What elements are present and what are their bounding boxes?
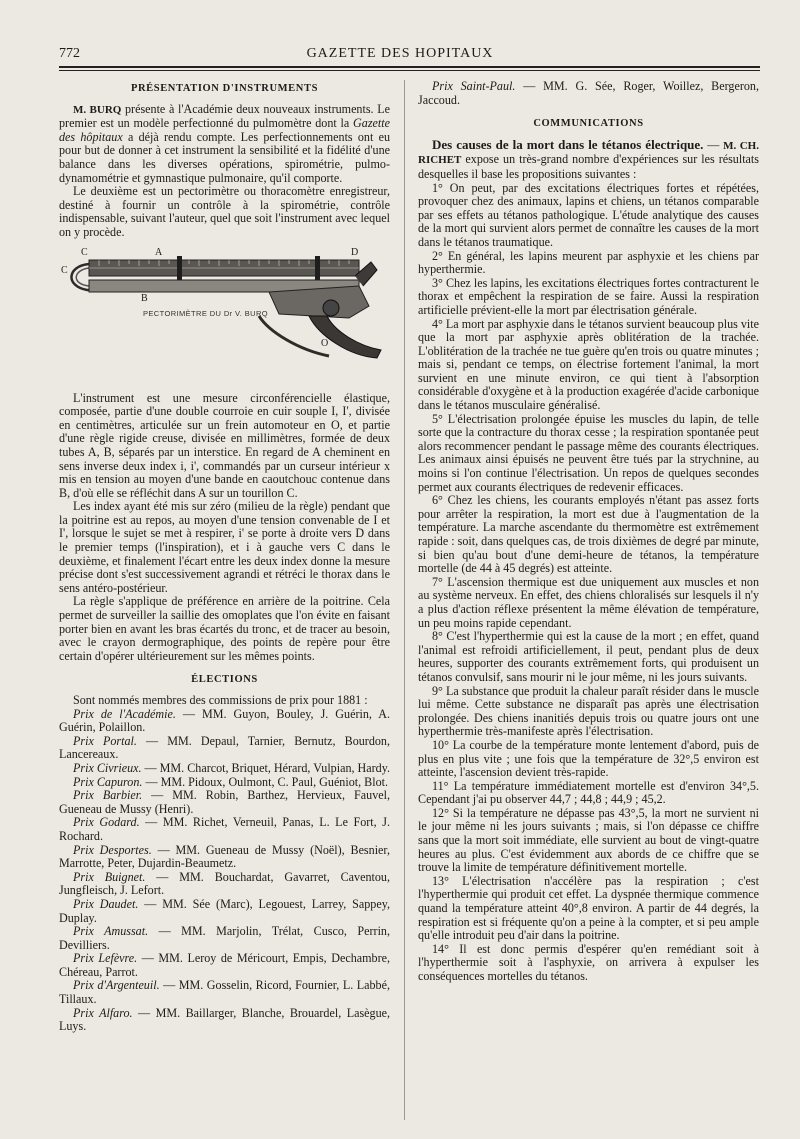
paragraph: L'instrument est une mesure circonférencielle élastique, composée, partie d'une double courroie en cuir souple I, I', divisée en centimètres, articulée sur un frein automoteur en O, et partie d'une règle rigide creuse, divisée en millimètres, formée de deux tubes A, B, séparés par un interstice. En regard de A cheminent en sens inverse deux index i, i', commandés par un curseur intérieur x mis en tension au moyen d'une bande en caoutchouc contenue dans B, d'où elle se réfléchit dans A sur un tourillon C. [59,390,390,500]
proposition: 7° L'ascension thermique est due uniquement aux muscles et non au système nerveux. En effet, des chiens chloralisés sur lesquels il n'y a plus d'action réflexe présentent la même élévation de température, un peu moins rapide cependant. [418,574,759,630]
proposition: 3° Chez les lapins, les excitations électriques fortes contracturent le thorax et empêchent la respiration de se faire. Aussi la respiration artificielle prévient-elle la mort par électrisation générale. [418,275,759,317]
prize-entry: Prix Civrieux. — MM. Charcot, Briquet, Hérard, Vulpian, Hardy. [73,760,391,775]
prize-entry: Prix Barbier. — MM. Robin, Barthez, Hervieux, Fauvel, Gueneau de Mussy (Henri). [59,788,390,816]
right-column [418,80,759,984]
section-title-elections: ÉLECTIONS [191,674,258,686]
page-number: 772 [59,46,80,61]
prize-entry: Prix Lefèvre. — MM. Leroy de Méricourt, Empis, Dechambre, Chéreau, Parrot. [59,951,390,979]
proposition: 11° La température immédiatement mortelle est d'environ 34°,5. Cependant j'ai pu observer 44,7 ; 44,8 ; 44,9 ; 45,2. [418,778,759,807]
proposition: 12° Si la température ne dépasse pas 43°,5, la mort ne survient ni le jour même ni les jours suivants ; mais, si l'on dépasse ce chiffre sans que la mort soit immédiate, elle survient au bout de vingt-quatre heures au plus. C'est évidemment aux abords de ce chiffre que se trouve la limite de température définitivement mortelle. [418,805,759,875]
proposition: 13° L'électrisation n'accélère pas la respiration ; c'est l'hyperthermie qui produit cet effet. La dyspnée thermique commence quand la température atteint 40°,8 environ. A partir de 44 degrés, la respiration est si fréquente qu'on a peine à la compter, et si peu ample qu'elle introduit peu d'air dans la poitrine. [418,873,759,943]
proposition: 14° Il est donc permis d'espérer qu'en remédiant soit à l'hyperthermie soit à l'asphyxie, on arrivera à expulser les conséquences mortelles du tétanos. [418,941,759,983]
instrument-inscription: PECTORIMÈTRE DU Dr V. BURQ [143,308,268,318]
figure-label: A [155,246,163,258]
header-rule [59,66,760,68]
prize-name: Prix Desportes. [73,842,152,857]
paragraph: M. BURQ présente à l'Académie deux nouveaux instruments. Le premier est un modèle perfectionné du pulmomètre dont la Gazette des hôpitaux a déjà rendu compte. Les perfectionnements ont eu pour but de donner à cet instrument la sensibilité et la fidélité d'une balance dans les diverses opérations, spirométrie, pulmo-dynamométrie et gymnastique pulmonaire, qu'il comporte. [59,101,391,185]
pectorimeter-figure [59,246,390,384]
paragraph: Les index ayant été mis sur zéro (milieu de la règle) pendant que la poitrine est au repos, au moyen d'une tension convenable de I et I', lorsque le sujet se met à respirer, i' se porte à droite vers D dans le premier temps (l'inspiration), et i à gauche vers C dans le deuxième, et finalement l'écart entre les deux index donne la mesure précise dont s'est successivement agrandi et rétréci le thorax dans le sens antéro-postérieur. [59,499,390,595]
journal-reference: Gazette des hôpitaux [59,116,390,144]
prize-name: Prix de l'Académie. [73,706,176,721]
prize-name: Prix Daudet. [73,896,139,911]
author-name: M. CH. RICHET [418,139,759,167]
prize-name: Prix Saint-Paul. [432,79,516,93]
prize-name: Prix d'Argenteuil. [73,978,160,993]
prize-name: Prix Capuron. [73,774,143,789]
prize-entry: Prix Saint-Paul. — MM. G. Sée, Roger, Woillez, Bergeron, Jaccoud. [418,79,759,107]
prize-name: Prix Barbier. [73,788,143,803]
prize-entry: Prix Buignet. — MM. Bouchardat, Gavarret, Caventou, Jungfleisch, J. Lefort. [59,869,390,898]
prize-name: Prix Alfaro. [73,1005,133,1020]
prize-name: Prix Portal. [73,733,137,748]
figure-label: C [61,264,68,276]
prize-entry: Prix Amussat. — MM. Marjolin, Trélat, Cusco, Perrin, Devilliers. [59,924,390,952]
figure-label: C [81,246,88,258]
communication-title: Des causes de la mort dans le tétanos électrique. [432,136,704,152]
prize-name: Prix Buignet. [73,869,146,884]
prize-list [59,708,390,1034]
prize-entry: Prix d'Argenteuil. — MM. Gosselin, Ricord, Fournier, L. Labbé, Tillaux. [59,978,390,1007]
paragraph: La règle s'applique de préférence en arrière de la poitrine. Cela permet de surveiller la saillie des omoplates que l'on évite en faisant porter bien en avant les bras écartés du tronc, et de tracer au besoin, avec le crayon dermographique, des points de repère pour être certain d'opérer ultérieurement sur les mêmes points. [59,594,390,663]
proposition: 2° En général, les lapins meurent par asphyxie et les chiens par hyperthermie. [418,248,759,277]
prize-entry: Prix Capuron. — MM. Pidoux, Oulmont, C. Paul, Guéniot, Blot. [73,774,389,789]
proposition: 5° L'électrisation prolongée épuise les muscles du lapin, de telle sorte que la contracture du thorax cesse ; la respiration spontanée peut alors recommencer pendant le passage même des courants électriques. Les animaux ainsi épuisés ne peuvent être tués par la strychnine, au moins si l'on continue l'électrisation. Un repos de quelques secondes permet aux courants électriques de redevenir efficaces. [418,411,759,494]
prize-entry: Prix Alfaro. — MM. Baillarger, Blanche, Brouardel, Lasègue, Luys. [59,1005,391,1034]
prize-entry: Prix Godard. — MM. Richet, Verneuil, Panas, L. Le Fort, J. Rochard. [59,815,390,843]
proposition: 9° La substance que produit la chaleur paraît résider dans le muscle lui même. Cette substance ne disparaît pas après une électrisation prolongée. Des chiens inanitiés depuis trois ou quatre jours ont une hyperthermie très-manifeste après l'électrisation. [418,683,759,739]
prize-entry: Prix Portal. — MM. Depaul, Tarnier, Bernutz, Bourdon, Lancereaux. [59,733,390,762]
figure-label: O [321,337,329,349]
paragraph: Des causes de la mort dans le tétanos électrique. — M. CH. RICHET expose un très-grand nombre d'expériences sur les résultats desquelles il base les propositions suivantes : [418,136,759,181]
prize-name: Prix Amussat. [73,924,149,939]
left-column [59,80,390,1034]
prize-name: Prix Civrieux. [73,760,142,775]
section-title-communications: COMMUNICATIONS [533,118,644,130]
header-rule-thin [59,70,760,71]
proposition: 4° La mort par asphyxie dans le tétanos survient beaucoup plus vite que la mort par asphyxie après oblitération de la trachée. L'oblitération de la trachée ne tue guère qu'en trois ou quatre minutes ; mais si, pendant ce temps, on électrise fortement l'animal, la mort survient en une minute environ, ce qui tient à l'absorption considérable d'oxygène et à la production exagérée d'acide carbonique dans le tétanos musculaire généralisé. [418,316,759,413]
proposition: 1° On peut, par des excitations électriques fortes et répétées, provoquer chez des animaux, lapins et chiens, un tétanos comparable par ses effets au tétanos pathologique. L'étude analytique des causes de la mort qui survient alors permet de connaître les causes de la mort dans le tétanos traumatique. [418,180,759,249]
prize-entry: Prix de l'Académie. — MM. Guyon, Bouley, J. Guérin, A. Guérin, Polaillon. [59,706,390,735]
author-name: M. BURQ [73,103,122,116]
propositions-list [418,182,759,984]
figure-label: B [141,292,148,304]
paragraph: Le deuxième est un pectorimètre ou thoracomètre enregistreur, destiné à fournir un contrôle à la spirométrie, contrôle indispensable, suivant l'auteur, quel que soit l'instrument avec lequel on y procède. [59,184,390,239]
journal-title: GAZETTE DES HOPITAUX [306,46,494,61]
paragraph: Sont nommés membres des commissions de prix pour 1881 : [73,693,368,707]
prize-name: Prix Lefèvre. [73,951,138,966]
proposition: 8° C'est l'hyperthermie qui est la cause de la mort ; en effet, quand l'animal est refroidi artificiellement, il peut, pendant plus de deux heures, supporter des courants extrêmement forts, qui produisent un tétanos convulsif, sans mourir ni le jour même, ni les jours suivants. [418,629,759,684]
column-divider [404,80,405,1120]
prize-entry: Prix Desportes. — MM. Gueneau de Mussy (Noël), Besnier, Marrotte, Peter, Dujardin-Beaumetz. [59,842,390,871]
section-title-instruments: PRÉSENTATION D'INSTRUMENTS [130,83,319,94]
prize-name: Prix Godard. [73,815,140,830]
proposition: 6° Chez les chiens, les courants employés n'étant pas assez forts pour arrêter la respiration, la mort est due à l'augmentation de la température. La marche ascendante du thermomètre est extrêmement rapide : soit, dans quelques cas, de trois dixièmes de degré par minute, si bien qu'au bout d'une demi-heure de tétanos, la température mortelle (de 44 à 45 degrés) est atteinte. [418,493,759,576]
figure-label: D [351,246,359,258]
proposition: 10° La courbe de la température monte lentement d'abord, puis de plus en plus vite ; une fois que la température de 32°,5 environ est atteinte, l'ascension devient très-rapide. [418,737,759,780]
prize-entry: Prix Daudet. — MM. Sée (Marc), Legouest, Larrey, Sappey, Duplay. [59,896,390,925]
